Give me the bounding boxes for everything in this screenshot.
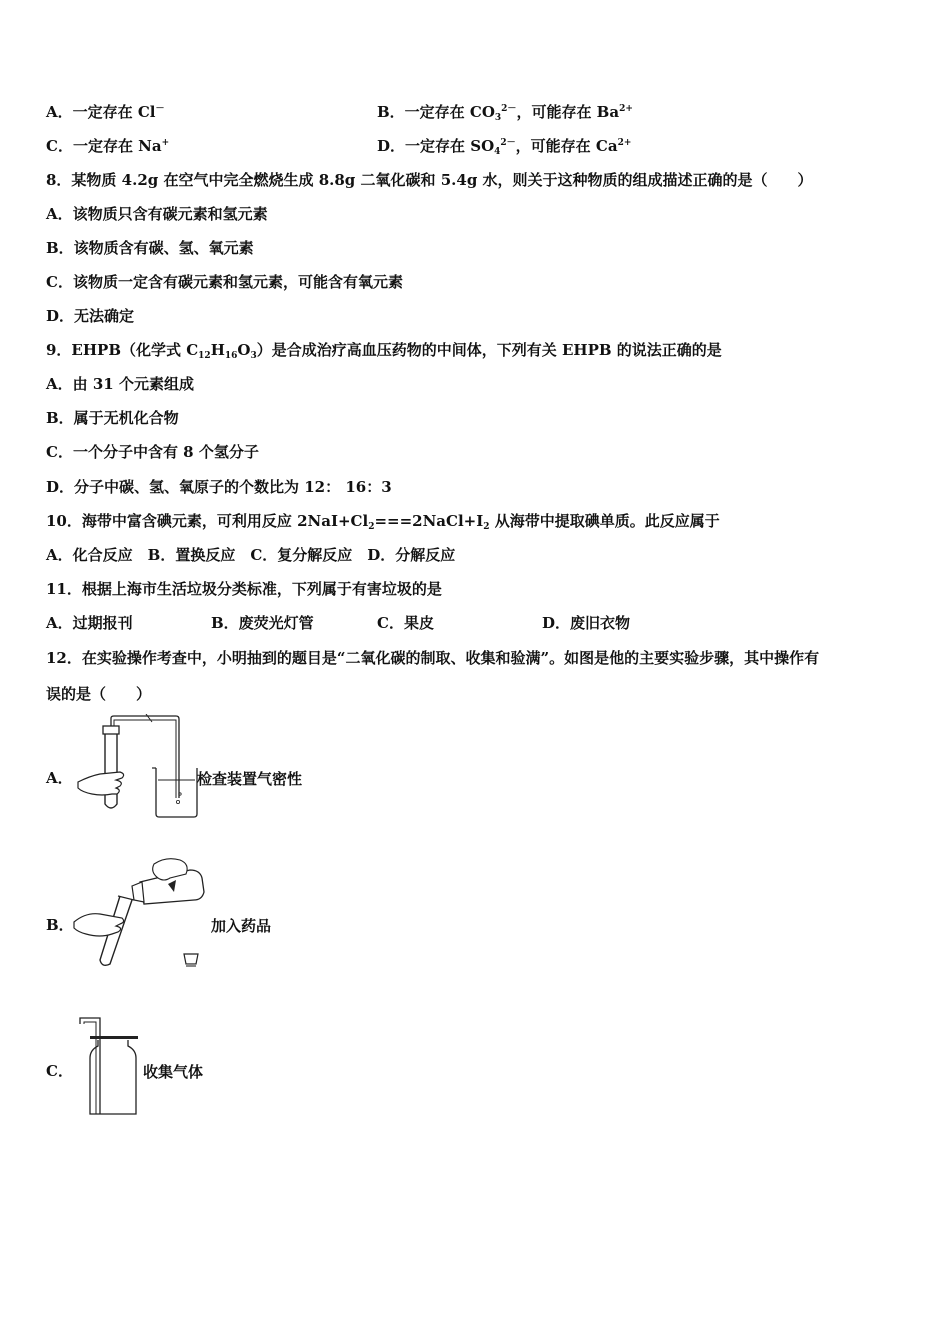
adding-reagent-figure <box>70 852 210 970</box>
q7-option-a: A．一定存在 Cl－ <box>46 103 165 121</box>
q8-stem: 8．某物质 4.2g 在空气中完全燃烧生成 8.8g 二氧化碳和 5.4g 水，则关于这种物质的组成描述正确的是（ ） <box>46 171 813 189</box>
q12-option-b-letter: B． <box>46 916 74 934</box>
q8-option-c: C．该物质一定含有碳元素和氢元素，可能含有氧元素 <box>46 273 403 291</box>
q12-option-c-letter: C． <box>46 1062 73 1080</box>
q11-option-d: D．废旧衣物 <box>542 614 631 632</box>
airtightness-apparatus-figure <box>72 714 202 818</box>
q7-option-d: D．一定存在 $SO_4^{2-}$，可能存在 $Ca^{2+}$ <box>377 137 632 157</box>
gas-collection-figure <box>74 1010 144 1118</box>
q8-option-b: B．该物质含有碳、氢、氧元素 <box>46 239 254 257</box>
q11-option-c: C．果皮 <box>377 614 434 632</box>
q12-option-a-letter: A． <box>46 769 73 787</box>
q12-option-a-caption: 检查装置气密性 <box>197 770 303 788</box>
q10-options: A．化合反应 B．置换反应 C．复分解反应 D．分解反应 <box>46 546 456 564</box>
q9-stem: 9．EHPB（化学式 $C_{12}H_{16}O_3$）是合成治疗高血压药物的中间体，下列有关 EHPB 的说法正确的是 <box>46 341 722 361</box>
q10-stem: 10．海带中富含碘元素，可利用反应 $2NaI+Cl_2===2NaCl+I_2$ 从海带中提取碘单质。此反应属于 <box>46 512 720 532</box>
q7-option-b: B．一定存在 $CO_3^{2-}$，可能存在 $Ba^{2+}$ <box>377 103 633 123</box>
q11-stem: 11．根据上海市生活垃圾分类标准，下列属于有害垃圾的是 <box>46 580 442 598</box>
q12-stem-line2: 误的是（ ） <box>46 685 152 703</box>
q9-option-b: B．属于无机化合物 <box>46 409 179 427</box>
q9-option-c: C．一个分子中含有 8 个氢分子 <box>46 443 259 461</box>
q9-option-a: A．由 31 个元素组成 <box>46 375 194 393</box>
q12-option-c-caption: 收集气体 <box>143 1063 204 1081</box>
q9-option-d: D．分子中碳、氢、氧原子的个数比为 12： 16：3 <box>46 478 392 496</box>
q7-option-c: C．一定存在 Na+ <box>46 137 170 155</box>
q8-option-a: A．该物质只含有碳元素和氢元素 <box>46 205 268 223</box>
q12-option-b-caption: 加入药品 <box>211 917 272 935</box>
q11-option-a: A．过期报刊 <box>46 614 133 632</box>
q8-option-d: D．无法确定 <box>46 307 135 325</box>
q12-stem-line1: 12．在实验操作考查中，小明抽到的题目是“二氧化碳的制取、收集和验满”。如图是他的主要实验步骤，其中操作有 <box>46 649 820 667</box>
q11-option-b: B．废荧光灯管 <box>211 614 314 632</box>
